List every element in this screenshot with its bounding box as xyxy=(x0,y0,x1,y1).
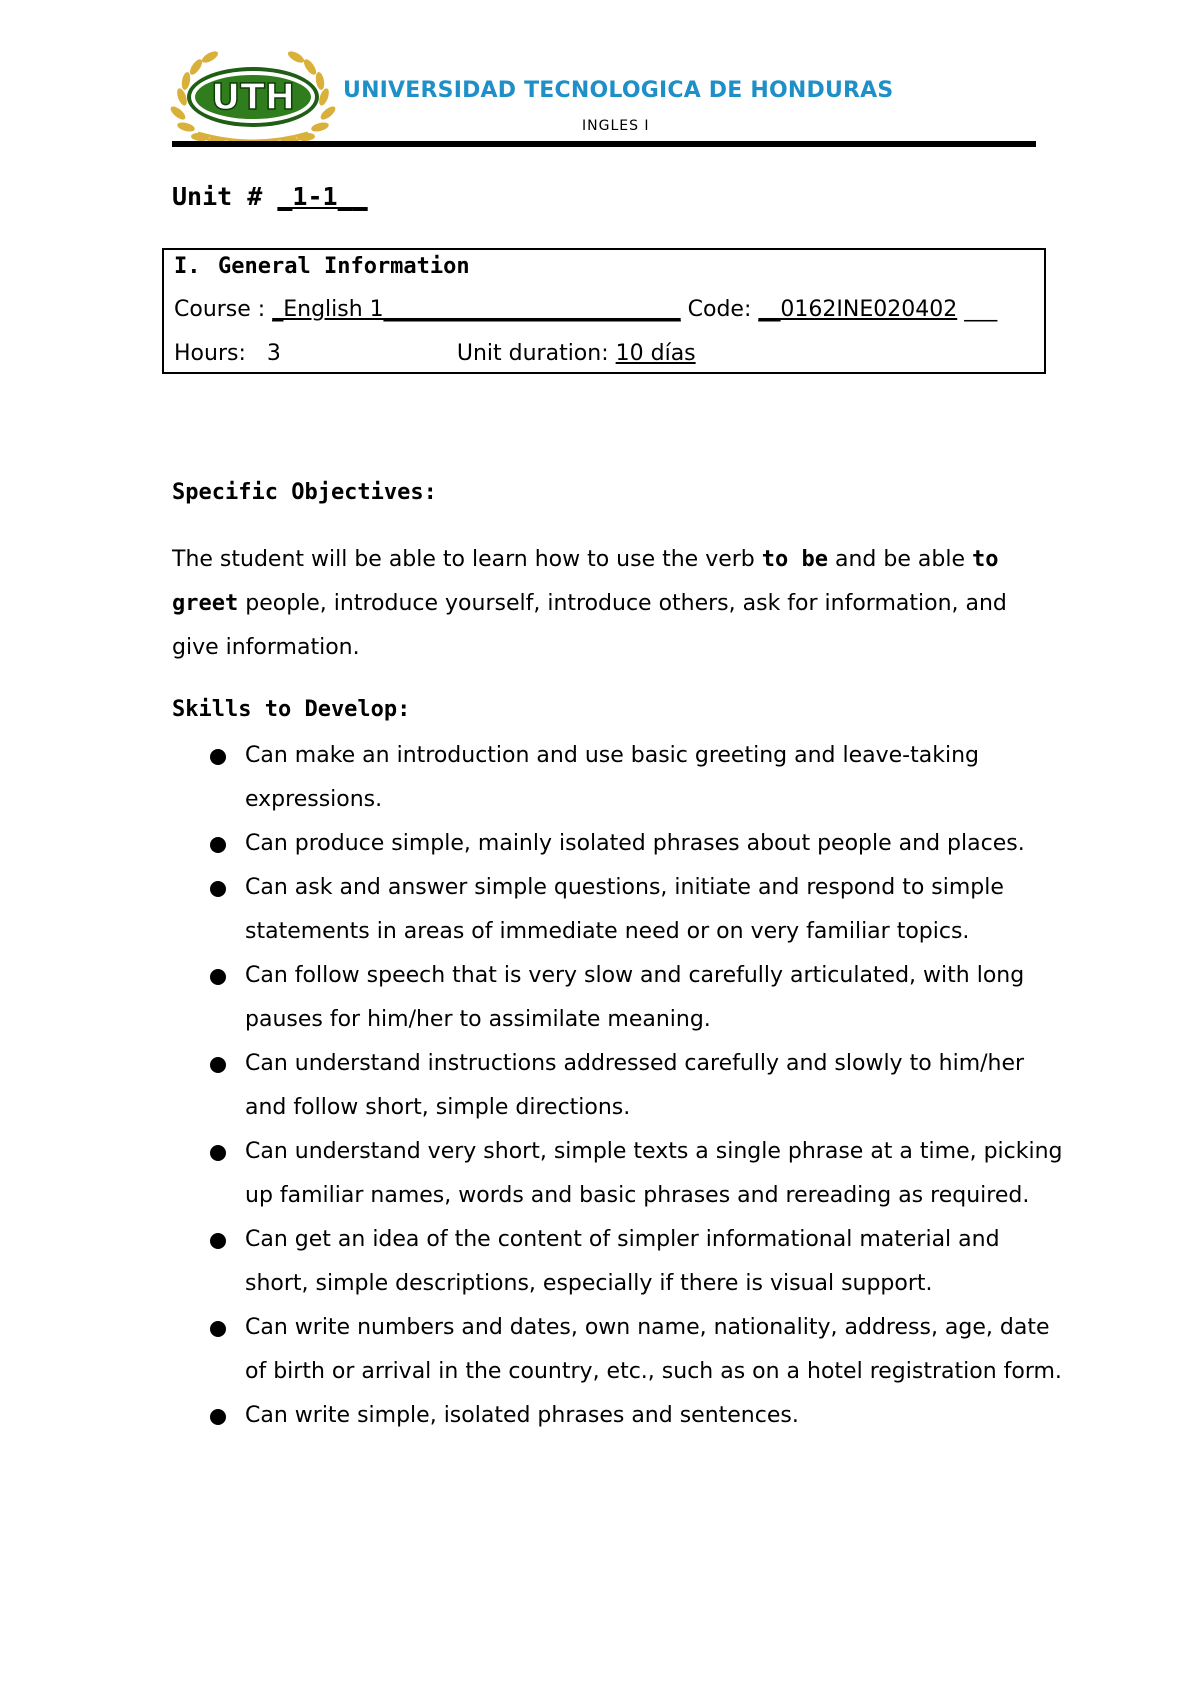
svg-text:UTH: UTH xyxy=(211,77,295,118)
university-name: UNIVERSIDAD TECNOLOGICA DE HONDURAS xyxy=(343,78,894,103)
skills-list xyxy=(210,734,1070,1438)
course-line: Course : _English 1___________________________ Code: __0162INE020402 ___ xyxy=(174,297,998,322)
bullet-icon xyxy=(210,749,226,765)
list-item: Can follow speech that is very slow and carefully articulated, with long pauses for him/her to assimilate meaning. xyxy=(210,954,1070,1042)
bullet-icon xyxy=(210,1321,226,1337)
bullet-icon xyxy=(210,881,226,897)
list-item: Can get an idea of the content of simpler informational material and short, simple descriptions, especially if there is visual support. xyxy=(210,1218,1070,1306)
bullet-icon xyxy=(210,969,226,985)
general-info-box xyxy=(162,248,1046,374)
uth-logo xyxy=(168,45,338,145)
bullet-icon xyxy=(210,1057,226,1073)
header-rule xyxy=(172,141,1036,147)
bullet-icon xyxy=(210,837,226,853)
list-item: Can write simple, isolated phrases and sentences. xyxy=(210,1394,1070,1438)
unit-number: Unit # _1-1__ xyxy=(172,182,368,211)
list-item: Can write numbers and dates, own name, nationality, address, age, date of birth or arrival in the country, etc., such as on a hotel registration form. xyxy=(210,1306,1070,1394)
skills-heading: Skills to Develop: xyxy=(172,697,411,722)
hours-line: Hours: 3 Unit duration: 10 días xyxy=(174,341,696,366)
objectives-heading: Specific Objectives: xyxy=(172,480,437,505)
bullet-icon xyxy=(210,1409,226,1425)
list-item: Can understand very short, simple texts a single phrase at a time, picking up familiar names, words and basic phrases and rereading as required. xyxy=(210,1130,1070,1218)
list-item: Can produce simple, mainly isolated phrases about people and places. xyxy=(210,822,1070,866)
list-item: Can understand instructions addressed carefully and slowly to him/her and follow short, simple directions. xyxy=(210,1042,1070,1130)
bullet-icon xyxy=(210,1145,226,1161)
course-subtitle: INGLES I xyxy=(582,118,650,134)
list-item: Can make an introduction and use basic greeting and leave-taking expressions. xyxy=(210,734,1070,822)
objectives-paragraph: The student will be able to learn how to use the verb to be and be able to greet people, introduce yourself, introduce others, ask for information, and give information. xyxy=(172,547,1007,660)
document-header xyxy=(168,40,1038,150)
list-item: Can ask and answer simple questions, initiate and respond to simple statements in areas of immediate need or on very familiar topics. xyxy=(210,866,1070,954)
bullet-icon xyxy=(210,1233,226,1249)
general-info-title: I. General Information xyxy=(174,254,470,279)
